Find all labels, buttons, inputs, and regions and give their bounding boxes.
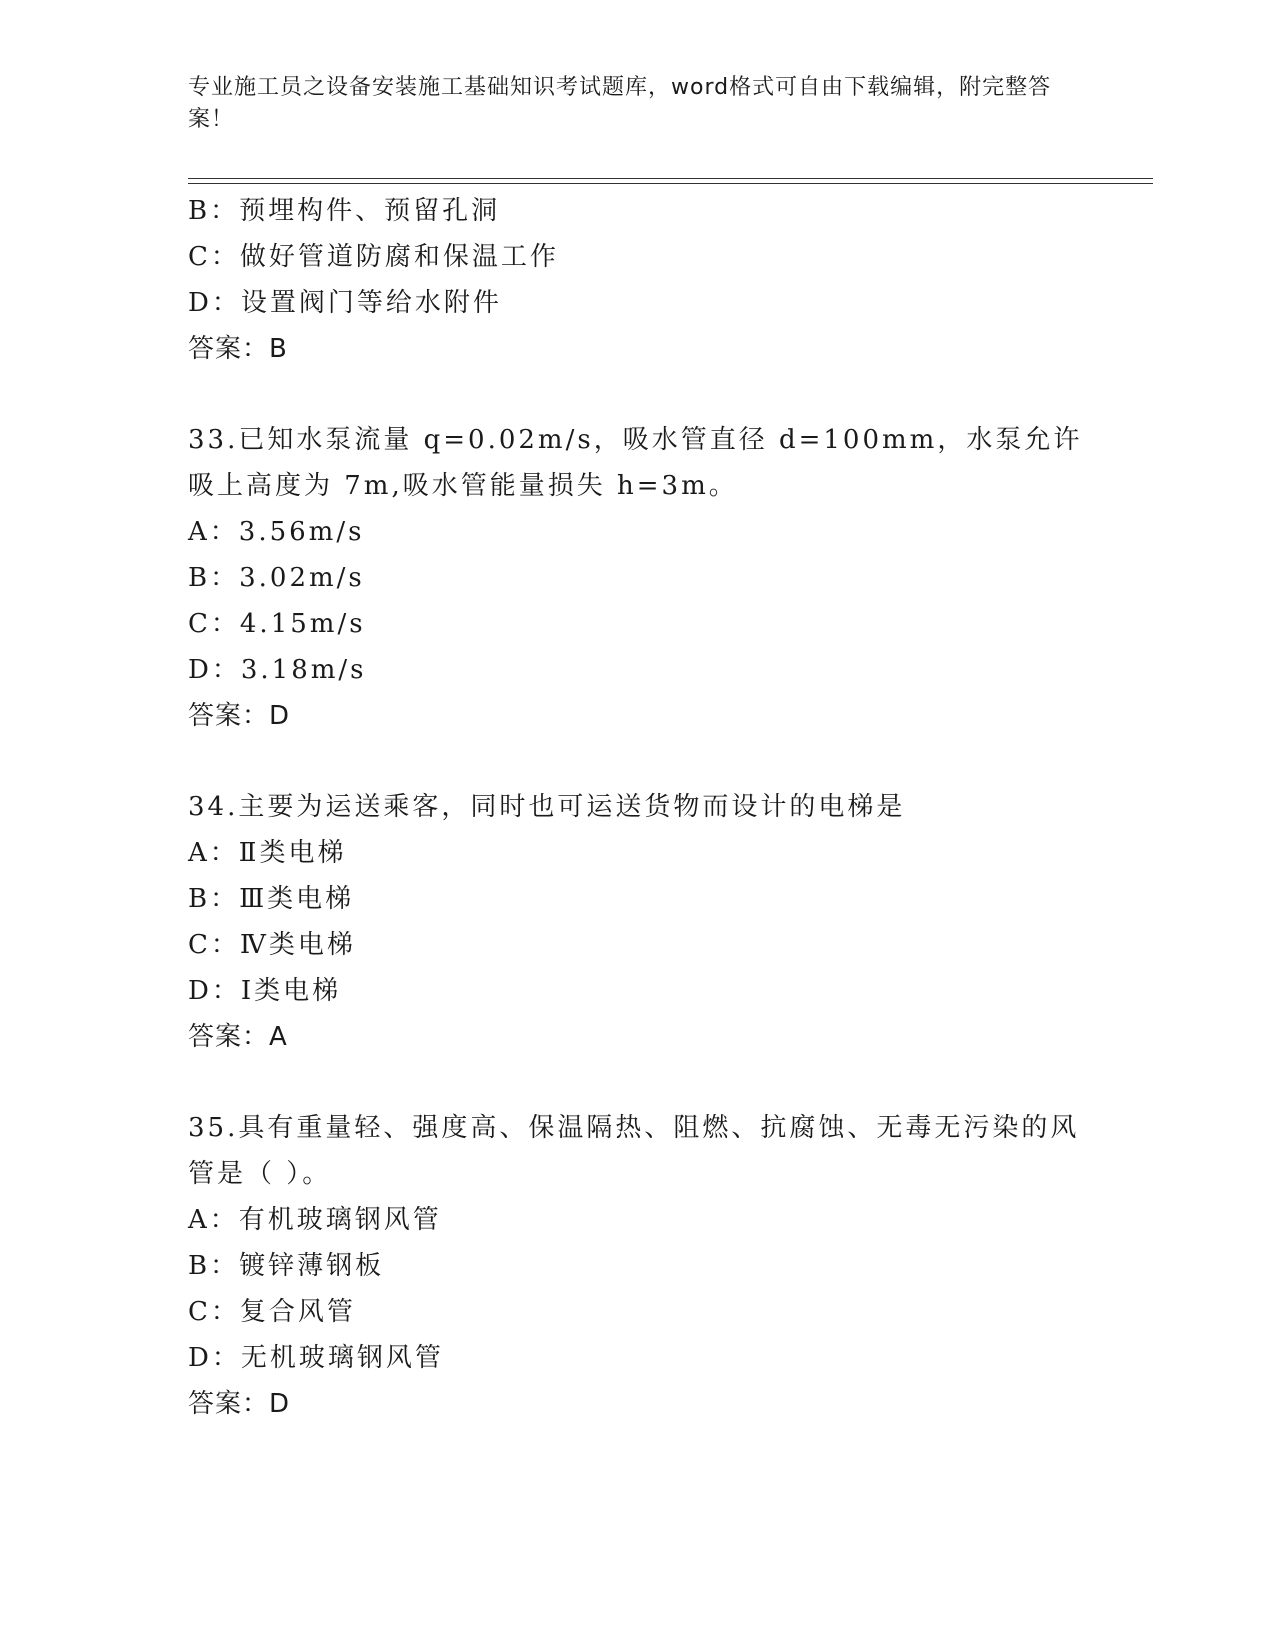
option-c: C：Ⅳ类电梯: [188, 930, 356, 960]
question-list: [188, 188, 1088, 1427]
option-a: A：有机玻璃钢风管: [188, 1205, 442, 1235]
option-c: C：4.15m/s: [188, 609, 366, 639]
question-block-35: [188, 1105, 1088, 1427]
option-a: A：3.56m/s: [188, 517, 365, 547]
answer-line: 答案：D: [188, 701, 291, 731]
question-stem: 33.已知水泵流量 q=0.02m/s，吸水管直径 d=100mm，水泵允许吸上高度为 7m,吸水管能量损失 h=3m。: [188, 425, 1083, 501]
option-b: B：预埋构件、预留孔洞: [188, 196, 501, 226]
answer-line: 答案：B: [188, 334, 288, 364]
option-b: B：3.02m/s: [188, 563, 365, 593]
option-d: D：设置阀门等给水附件: [188, 288, 502, 318]
option-b: B：镀锌薄钢板: [188, 1251, 385, 1281]
document-header: [188, 72, 1068, 136]
question-stem: 35.具有重量轻、强度高、保温隔热、阻燃、抗腐蚀、无毒无污染的风管是（ ）。: [188, 1113, 1080, 1189]
option-d: D：Ⅰ类电梯: [188, 976, 342, 1006]
question-block-33: [188, 417, 1088, 739]
option-c: C：复合风管: [188, 1297, 356, 1327]
header-title: 专业施工员之设备安装施工基础知识考试题库，word格式可自由下载编辑，附完整答案！: [188, 75, 1052, 132]
option-d: D：3.18m/s: [188, 655, 367, 685]
question-stem: 34.主要为运送乘客，同时也可运送货物而设计的电梯是: [188, 792, 906, 822]
option-a: A：Ⅱ类电梯: [188, 838, 347, 868]
option-b: B：Ⅲ类电梯: [188, 884, 355, 914]
header-divider-bottom: [188, 183, 1153, 184]
question-block-34: [188, 784, 1088, 1060]
header-divider-top: [188, 178, 1153, 179]
answer-line: 答案：D: [188, 1389, 291, 1419]
option-d: D：无机玻璃钢风管: [188, 1343, 444, 1373]
answer-line: 答案：A: [188, 1022, 288, 1052]
option-c: C：做好管道防腐和保温工作: [188, 242, 559, 272]
question-block-prev: [188, 188, 1088, 372]
